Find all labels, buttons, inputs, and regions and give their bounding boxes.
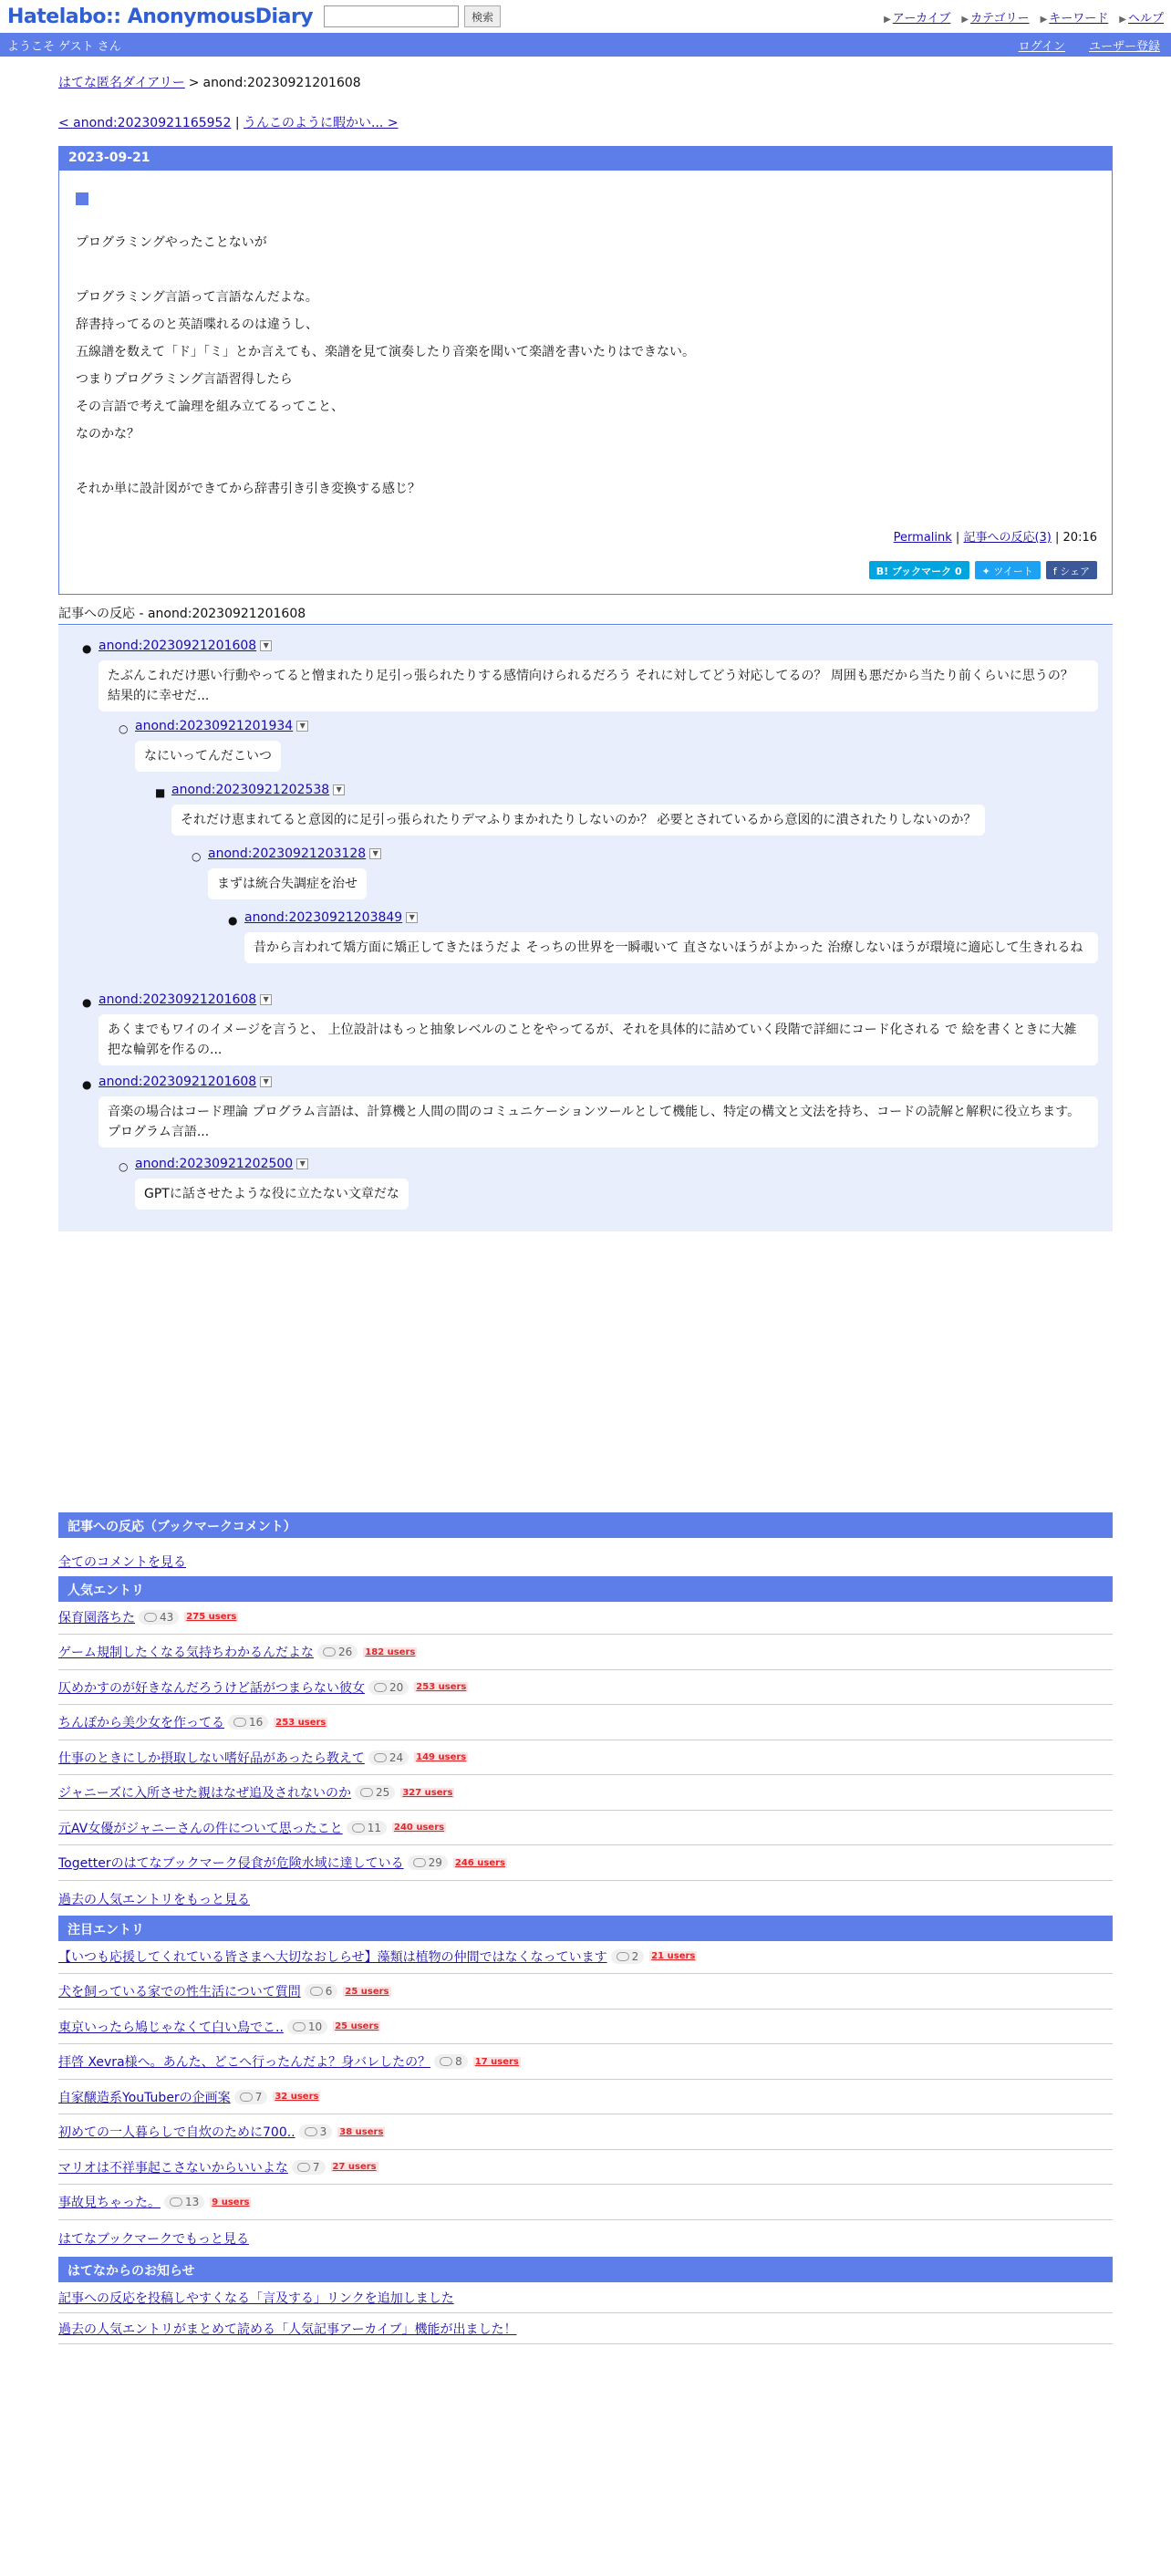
entry-title-link[interactable]: マリオは不祥事起こさないからいいよな — [58, 2160, 288, 2176]
bullet-icon: ● — [82, 1078, 92, 1091]
entry-body — [76, 229, 695, 503]
entry-time: 20:16 — [1062, 531, 1097, 545]
comment-count[interactable]: 8 — [434, 2054, 468, 2069]
bookmark-comments-header: 記事への反応（ブックマークコメント） — [58, 1512, 1113, 1538]
bullet-icon: ● — [82, 642, 92, 655]
bookmark-users-badge[interactable]: 182 users — [365, 1646, 416, 1657]
tweet-button[interactable]: ✦ ツイート — [975, 561, 1041, 579]
comment-bubble-icon — [323, 1647, 336, 1657]
prev-entry-link[interactable]: < anond:20230921165952 — [58, 116, 232, 130]
dropdown-icon[interactable]: ▼ — [296, 1158, 308, 1169]
entry-title-link[interactable]: ゲーム規制したくなる気持ちわかるんだよな — [58, 1646, 314, 1660]
register-link[interactable]: ユーザー登録 — [1088, 39, 1160, 54]
reaction-excerpt: たぶんこれだけ悪い行動やってると憎まれたり足引っ張られたりする感情向けられるだろう それに対してどう対応してるの？ 周囲も悪だから当たり前くらいに思うの？ 結果的に幸せだ... — [98, 660, 1098, 712]
diary-entry — [58, 146, 1113, 595]
comment-bubble-icon — [360, 1788, 373, 1797]
breadcrumb-current: anond:20230921201608 — [202, 76, 361, 90]
breadcrumb-home[interactable]: はてな匿名ダイアリー — [58, 76, 185, 90]
bookmark-users-badge[interactable]: 275 users — [186, 1612, 237, 1622]
thread-item — [192, 847, 381, 863]
reaction-excerpt: 昔から言われて矯方面に矯正してきたほうだよ そっちの世界を一瞬覗いて 直さないほうがよかった 治療しないほうが環境に適応して生きれるね — [244, 932, 1098, 963]
bullet-icon: ● — [228, 914, 238, 927]
nav-archive[interactable]: アーカイブ — [892, 11, 951, 26]
reaction-excerpt: GPTに話させたような役に立たない文章だな — [135, 1179, 409, 1210]
comment-count[interactable]: 7 — [292, 2160, 326, 2175]
chevron-right-icon: ▶ — [1119, 14, 1126, 25]
comment-bubble-icon — [617, 1952, 629, 1961]
facebook-share-button[interactable]: f シェア — [1046, 561, 1097, 579]
dropdown-icon[interactable]: ▼ — [406, 912, 418, 923]
dropdown-icon[interactable]: ▼ — [260, 994, 272, 1005]
entry-line: それか単に設計図ができてから辞書引き引き変換する感じ？ — [76, 482, 420, 496]
entry-title-link[interactable]: ジャニーズに入所させた親はなぜ追及されないのか — [58, 1786, 352, 1801]
entry-line: プログラミング言語って言語なんだよな。 — [76, 290, 318, 305]
bullet-icon: ○ — [119, 722, 129, 735]
entry-title-link[interactable]: Togetterのはてなブックマーク侵食が危険水域に達している — [58, 1856, 404, 1871]
dropdown-icon[interactable]: ▼ — [333, 784, 345, 795]
all-comments-link[interactable]: 全てのコメントを見る — [58, 1555, 186, 1570]
bookmark-users-badge[interactable]: 246 users — [454, 1857, 505, 1868]
site-header — [0, 0, 1171, 33]
comment-bubble-icon — [144, 1613, 157, 1622]
popular-header: 人気エントリ — [58, 1576, 1113, 1602]
top-nav — [884, 8, 1164, 26]
dropdown-icon[interactable]: ▼ — [260, 1076, 272, 1087]
entry-title-link[interactable]: 仄めかすのが好きなんだろうけど話がつまらない彼女 — [58, 1680, 365, 1696]
share-buttons — [869, 561, 1097, 579]
comment-count[interactable]: 3 — [299, 2124, 333, 2139]
entry-row — [58, 1636, 1113, 1670]
bookmark-users-badge[interactable]: 253 users — [416, 1682, 467, 1692]
comment-bubble-icon — [293, 2022, 306, 2031]
entry-row — [58, 1600, 1113, 1635]
comment-bubble-icon — [310, 1987, 323, 1996]
reaction-link[interactable]: anond:20230921202538 — [171, 783, 330, 797]
entry-row — [58, 2010, 1113, 2044]
bookmark-users-badge[interactable]: 21 users — [651, 1951, 696, 1961]
popular-more-link[interactable]: 過去の人気エントリをもっと見る — [58, 1893, 250, 1907]
entry-title-link[interactable]: 元AV女優がジャニーさんの件について思ったこと — [58, 1821, 343, 1836]
dropdown-icon[interactable]: ▼ — [369, 848, 381, 859]
entry-line: プログラミングやったことないが — [76, 235, 267, 250]
reaction-link[interactable]: anond:20230921201608 — [98, 1075, 257, 1089]
bookmark-users-badge[interactable]: 9 users — [212, 2197, 250, 2207]
bookmark-users-badge[interactable]: 149 users — [416, 1752, 467, 1762]
login-link[interactable]: ログイン — [1018, 39, 1065, 54]
site-logo[interactable]: Hatelabo:: AnonymousDiary — [7, 5, 314, 28]
entry-title-link[interactable]: 拝啓 Xevra様へ。あんた、どこへ行ったんだよ？身バレしたの？ — [58, 2055, 431, 2070]
comment-bubble-icon — [305, 2127, 317, 2136]
entry-square-icon[interactable] — [76, 192, 88, 205]
reaction-link[interactable]: anond:20230921201934 — [135, 719, 294, 733]
facebook-icon: f — [1052, 566, 1061, 577]
bookmark-users-badge[interactable]: 38 users — [339, 2126, 384, 2137]
bullet-icon: ● — [82, 996, 92, 1009]
comment-bubble-icon — [297, 2163, 310, 2172]
entry-line — [76, 448, 695, 475]
comment-count[interactable]: 25 — [355, 1785, 395, 1800]
search-input[interactable] — [324, 5, 459, 27]
thread-item — [82, 1075, 272, 1091]
thread-item — [82, 992, 272, 1009]
comment-bubble-icon — [440, 2057, 452, 2066]
entry-title-link[interactable]: 仕事のときにしか摂取しない嗜好品があったら教えて — [58, 1750, 365, 1766]
comment-count[interactable]: 2 — [611, 1949, 645, 1964]
entry-row — [58, 2186, 1113, 2220]
comment-count[interactable]: 11 — [347, 1821, 387, 1835]
dropdown-icon[interactable]: ▼ — [260, 640, 272, 651]
comment-count[interactable]: 26 — [317, 1645, 358, 1659]
entry-line: なのかな？ — [76, 427, 140, 441]
entry-line: つまりプログラミング言語習得したら — [76, 372, 293, 387]
entry-row — [58, 1939, 1113, 1974]
bookmark-users-badge[interactable]: 253 users — [275, 1717, 326, 1728]
bookmark-users-badge[interactable]: 25 users — [335, 2021, 379, 2031]
reactions-link[interactable]: 記事への反応(3) — [963, 531, 1052, 545]
chevron-right-icon: ▶ — [884, 14, 891, 25]
entry-pager: < anond:20230921165952 | うんこのように暇かい... > — [58, 116, 399, 130]
notice-link[interactable]: 記事への反応を投稿しやすくなる「言及する」リンクを追加しました — [58, 2290, 454, 2306]
reaction-link[interactable]: anond:20230921201608 — [98, 992, 257, 1007]
entry-title-link[interactable]: 東京いったら鳩じゃなくて白い鳥でこ.. — [58, 2020, 284, 2035]
next-entry-link[interactable]: うんこのように暇かい... > — [244, 116, 399, 130]
chevron-right-icon: ▶ — [1040, 14, 1048, 25]
entry-row — [58, 1846, 1113, 1881]
chevron-right-icon: ▶ — [961, 14, 969, 25]
reaction-link[interactable]: anond:20230921203849 — [244, 910, 403, 925]
nav-category[interactable]: カテゴリー — [970, 11, 1030, 26]
bullet-icon: ■ — [155, 786, 166, 799]
reaction-link[interactable]: anond:20230921203128 — [208, 847, 367, 861]
user-bar — [0, 33, 1171, 57]
comment-bubble-icon — [233, 1718, 246, 1727]
bookmark-users-badge[interactable]: 27 users — [332, 2162, 377, 2172]
entry-line: 辞書持ってるのと英語喋れるのは違うし、 — [76, 317, 318, 332]
entry-title-link[interactable]: 保育園落ちた — [58, 1610, 135, 1626]
bookmark-users-badge[interactable]: 32 users — [275, 2092, 319, 2102]
comment-bubble-icon — [352, 1823, 365, 1833]
entry-row — [58, 2150, 1113, 2185]
reaction-excerpt: 音楽の場合はコード理論 プログラム言語は、計算機と人間の間のコミュニケーションツールとして機能し、特定の構文と文法を持ち、コードの読解と解釈に役立ちます。プログラム言語... — [98, 1096, 1098, 1148]
breadcrumb: はてな匿名ダイアリー > anond:20230921201608 — [58, 76, 361, 90]
comment-bubble-icon — [170, 2197, 182, 2207]
divider — [58, 624, 1113, 625]
reaction-excerpt: まずは統合失調症を治せ — [208, 868, 367, 899]
thread-item — [119, 719, 308, 735]
reaction-excerpt: あくまでもワイのイメージを言うと、 上位設計はもっと抽象レベルのことをやってるが、それを具体的に詰めていく段階で詳細にコード化される で 絵を書くときに大雑把な輪郭を作るの... — [98, 1014, 1098, 1065]
bookmark-users-badge[interactable]: 327 users — [402, 1787, 453, 1798]
bullet-icon: ○ — [192, 850, 202, 863]
bullet-icon: ○ — [119, 1160, 129, 1173]
entry-row — [58, 1975, 1113, 2010]
hatena-bookmark-button[interactable]: B! ブックマーク 0 — [869, 561, 969, 579]
thread-item — [155, 783, 345, 799]
comment-bubble-icon — [374, 1683, 387, 1692]
entry-title-link[interactable]: 犬を飼っている家での性生活について質問 — [58, 1985, 301, 2000]
entry-row — [58, 1776, 1113, 1811]
comment-count[interactable]: 20 — [368, 1680, 409, 1695]
comment-count[interactable]: 29 — [408, 1855, 448, 1870]
entry-row — [58, 1811, 1113, 1845]
thread-item — [119, 1157, 308, 1173]
entry-row — [58, 2045, 1113, 2080]
entry-row — [58, 1670, 1113, 1705]
entry-title-link[interactable]: 事故見ちゃった。 — [58, 2196, 161, 2210]
comment-count[interactable]: 16 — [228, 1715, 268, 1729]
entry-title-link[interactable]: 自家醸造系YouTuberの企画案 — [58, 2090, 231, 2105]
comment-count[interactable]: 10 — [287, 2020, 327, 2034]
entry-line: 五線譜を数えて「ド」「ミ」とか言えても、楽譜を見て演奏したり音楽を聞いて楽譜を書いたりはできない。 — [76, 345, 695, 359]
comment-bubble-icon — [413, 1858, 426, 1867]
featured-header: 注目エントリ — [58, 1916, 1113, 1941]
entry-row — [58, 1706, 1113, 1740]
entry-title-link[interactable]: 【いつも応援してくれている皆さまへ大切なおしらせ】藻類は植物の仲間ではなくなっています — [58, 1949, 607, 1965]
reaction-link[interactable]: anond:20230921202500 — [135, 1157, 294, 1171]
twitter-icon: ✦ — [981, 566, 994, 577]
entry-title-link[interactable]: ちんぽから美少女を作ってる — [58, 1716, 224, 1730]
notice-item — [58, 2282, 1113, 2313]
comment-count[interactable]: 13 — [164, 2195, 204, 2209]
comment-bubble-icon — [240, 2093, 253, 2102]
thread-item — [228, 910, 418, 927]
entry-row — [58, 1740, 1113, 1775]
comment-count[interactable]: 43 — [139, 1610, 179, 1625]
notice-item — [58, 2313, 1113, 2344]
entry-row — [58, 2115, 1113, 2150]
nav-help[interactable]: ヘルプ — [1127, 11, 1164, 26]
search-button[interactable]: 検索 — [464, 5, 501, 27]
reaction-excerpt: それだけ恵まれてると意図的に足引っ張られたりデマふりまかれたりしないのか？ 必要とされているから意図的に潰されたりしないのか？ — [171, 805, 985, 836]
entry-date: 2023-09-21 — [59, 147, 1112, 171]
reactions-title: 記事への反応 - anond:20230921201608 — [58, 607, 306, 621]
nav-keyword[interactable]: キーワード — [1049, 11, 1109, 26]
entry-line — [76, 256, 695, 284]
dropdown-icon[interactable]: ▼ — [296, 721, 308, 732]
comment-count[interactable]: 6 — [305, 1984, 338, 1999]
comment-count[interactable]: 24 — [368, 1750, 409, 1765]
entry-meta: Permalink | 記事への反応(3) | 20:16 — [893, 531, 1097, 545]
entry-row — [58, 2080, 1113, 2114]
reaction-thread — [58, 626, 1113, 1231]
bookmark-users-badge[interactable]: 240 users — [393, 1823, 445, 1833]
bookmark-users-badge[interactable]: 25 users — [345, 1986, 389, 1997]
featured-more-link[interactable]: はてなブックマークでもっと見る — [58, 2232, 250, 2247]
reaction-link[interactable]: anond:20230921201608 — [98, 639, 257, 653]
reaction-excerpt: なにいってんだこいつ — [135, 741, 281, 772]
entry-line: その言語で考えて論理を組み立てるってこと、 — [76, 400, 344, 414]
bookmark-users-badge[interactable]: 17 users — [474, 2056, 519, 2067]
notices-header: はてなからのお知らせ — [58, 2257, 1113, 2282]
entry-title-link[interactable]: 初めての一人暮らしで自炊のために700.. — [58, 2125, 295, 2140]
thread-item — [82, 639, 272, 655]
comment-bubble-icon — [374, 1753, 387, 1762]
permalink-link[interactable]: Permalink — [893, 531, 952, 545]
notice-link[interactable]: 過去の人気エントリがまとめて読める「人気記事アーカイブ」機能が出ました！ — [58, 2322, 517, 2337]
comment-count[interactable]: 7 — [234, 2090, 268, 2104]
welcome-text: ようこそ ゲスト さん — [7, 39, 121, 54]
